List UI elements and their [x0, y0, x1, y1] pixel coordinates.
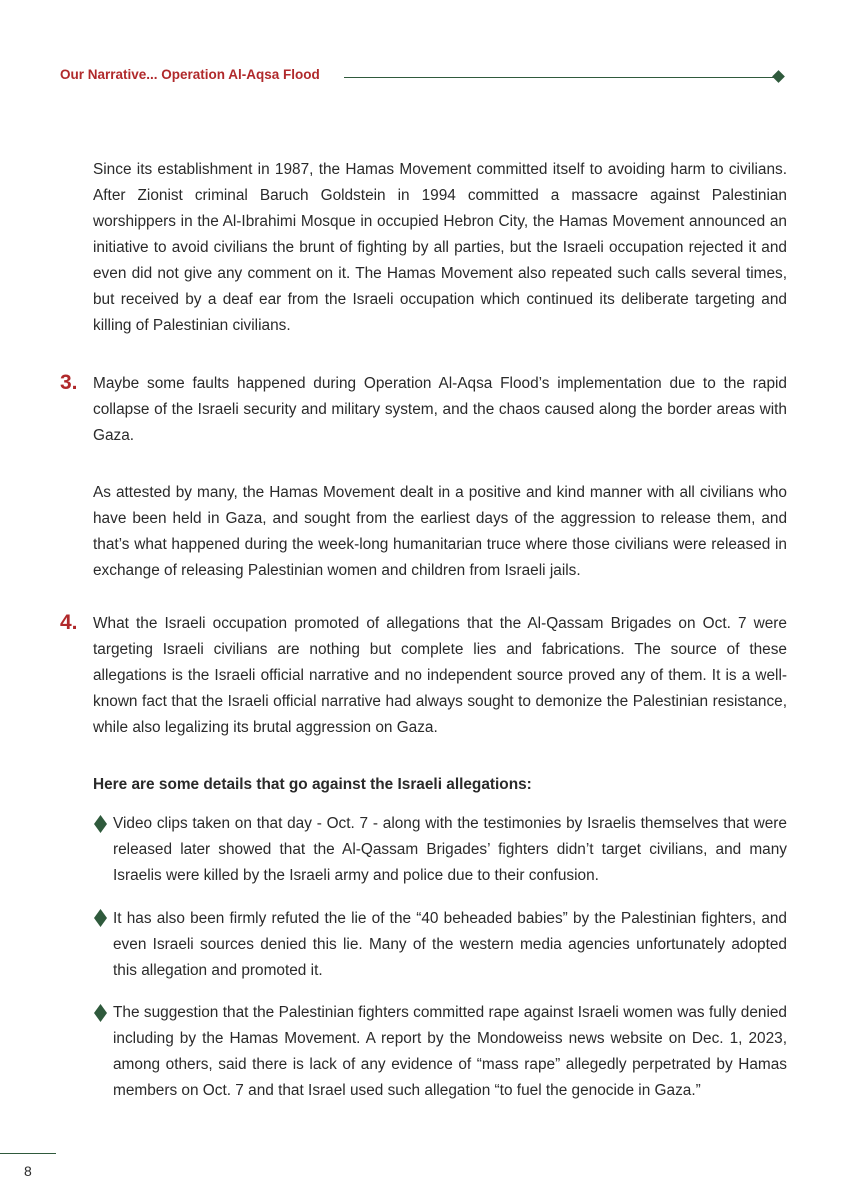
diamond-bullet-icon [94, 1004, 107, 1022]
header-title: Our Narrative... Operation Al-Aqsa Flood [60, 67, 320, 82]
intro-paragraph: Since its establishment in 1987, the Hamas Movement committed itself to avoiding harm to civilians. After Zionist criminal Baruch Goldstein in 1994 committed a massacre against Palestinian worshippers in the Al-Ibrahimi Mosque in occupied Hebron City, the Hamas Movement announced an initiative to avoid civilians the brunt of fighting by all parties, but the Israeli occupation rejected it and even did not give any comment on it. The Hamas Movement also repeated such calls several times, but received by a deaf ear from the Israeli occupation which continued its deliberate targeting and killing of Palestinian civilians. [93, 161, 787, 334]
header-rule [344, 77, 774, 78]
bullet-2-text: It has also been firmly refuted the lie of the “40 beheaded babies” by the Palestinian fighters, and even Israeli sources denied this lie. Many of the western media agencies unfortunately adopted this allegation and promoted it. [113, 910, 787, 979]
point-3-text: Maybe some faults happened during Operation Al-Aqsa Flood’s implementation due to the rapid collapse of the Israeli security and military system, and the chaos caused along the border areas with Gaza. [93, 375, 787, 444]
point-3-followup: As attested by many, the Hamas Movement dealt in a positive and kind manner with all civilians who have been held in Gaza, and sought from the earliest days of the aggression to release them, and that’s what happened during the week-long humanitarian truce where those civilians were released in exchange of releasing Palestinian women and children from Israeli jails. [93, 484, 787, 579]
point-4-text: What the Israeli occupation promoted of allegations that the Al-Qassam Brigades on Oct. 7 were targeting Israeli civilians are nothing but complete lies and fabrications. The source of these allegations is the Israeli official narrative and no independent source proved any of them. It is a well-known fact that the Israeli official narrative had always sought to demonize the Palestinian resistance, while also legalizing its brutal aggression on Gaza. [93, 615, 787, 736]
footer-rule [0, 1153, 56, 1154]
diamond-bullet-icon [94, 909, 107, 927]
details-heading: Here are some details that go against the Israeli allegations: [93, 776, 532, 793]
page-number: 8 [24, 1163, 32, 1179]
point-3-number: 3. [60, 371, 78, 394]
bullet-3-text: The suggestion that the Palestinian fighters committed rape against Israeli women was fully denied including by the Hamas Movement. A report by the Mondoweiss news website on Dec. 1, 2023, among others, said there is lack of any evidence of “mass rape” allegedly perpetrated by Hamas members on Oct. 7 and that Israel used such allegation “to fuel the genocide in Gaza.” [113, 1004, 787, 1099]
bullet-1-text: Video clips taken on that day - Oct. 7 - along with the testimonies by Israelis themselves that were released later showed that the Al-Qassam Brigades’ fighters didn’t target civilians, and many Israelis were killed by the Israeli army and police due to their confusion. [113, 815, 787, 884]
point-4-number: 4. [60, 611, 78, 634]
header-diamond-icon [772, 70, 785, 83]
diamond-bullet-icon [94, 815, 107, 833]
